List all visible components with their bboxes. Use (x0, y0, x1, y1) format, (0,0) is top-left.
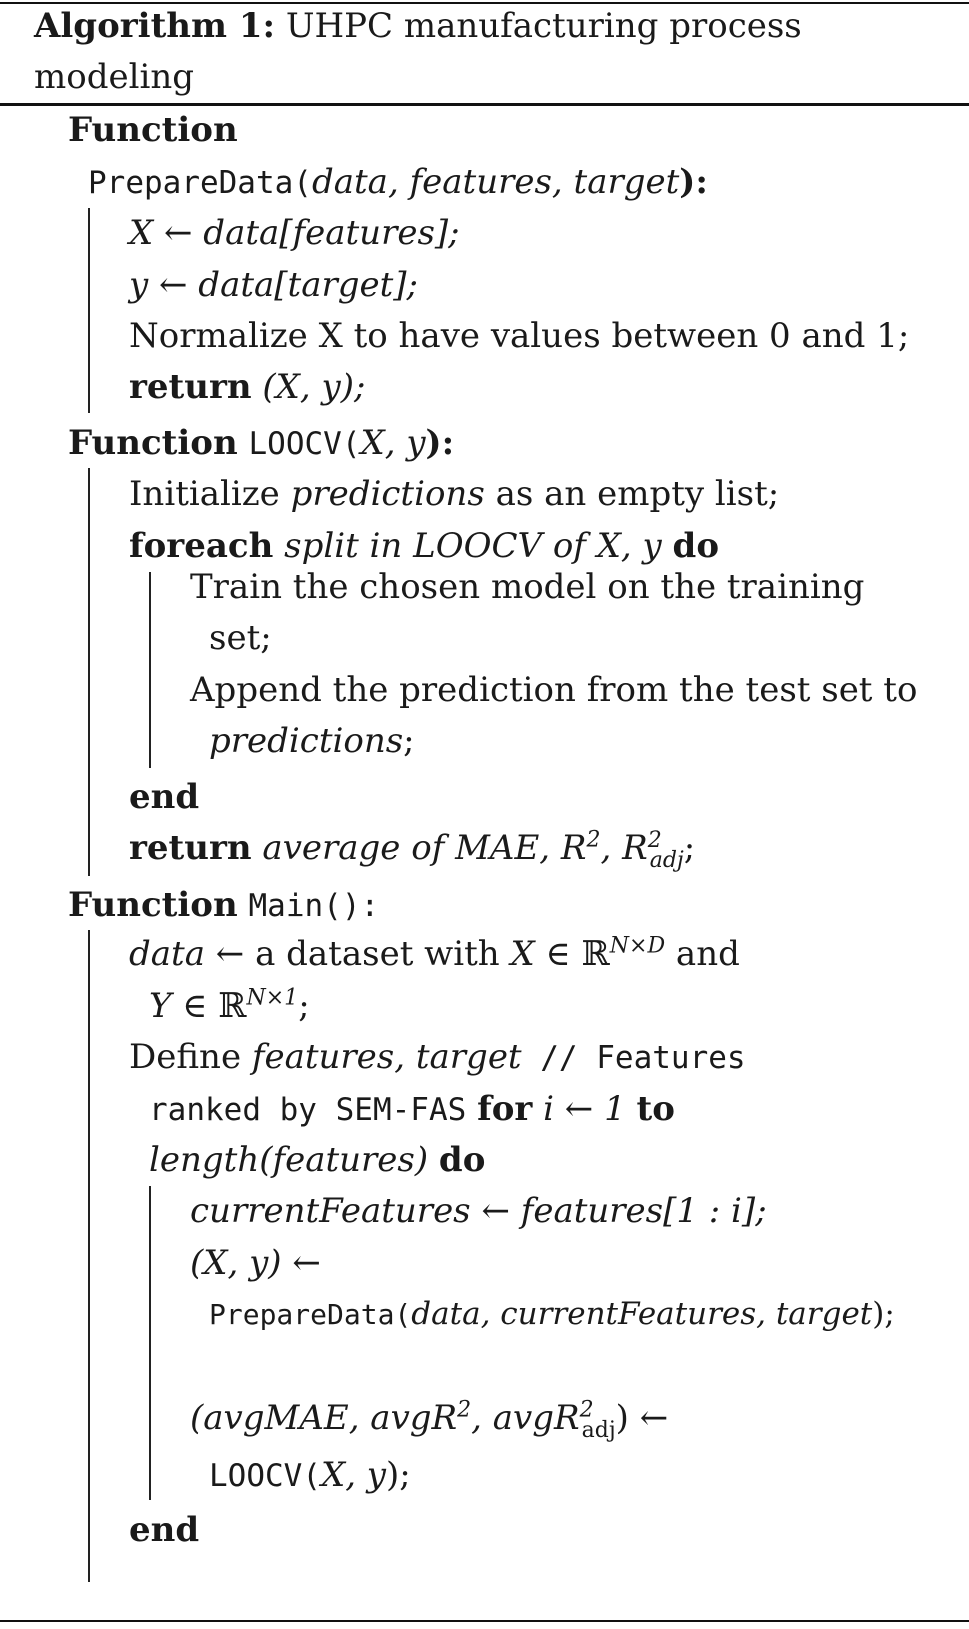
algo-line: y ← data[target]; (129, 265, 418, 305)
algo-line: Append the prediction from the test set to (190, 670, 918, 710)
block-bar (88, 208, 90, 413)
algo-line: length(features) do (149, 1140, 486, 1180)
caption-rule (0, 103, 969, 106)
algorithm-title: UHPC manufacturing process (285, 6, 802, 46)
algo-line: currentFeatures ← features[1 : i]; (190, 1191, 767, 1231)
loocv-signature: Function LOOCV(X, y): (68, 423, 455, 463)
algo-line: return (X, y); (129, 367, 366, 407)
algo-line: Y ∈ ℝ$^{N\times 1}$; (149, 985, 310, 1026)
algo-line: LOOCV(X, y); (209, 1455, 411, 1495)
algorithm-label: Algorithm 1: (34, 6, 276, 46)
block-bar (88, 468, 90, 876)
algorithm-caption (34, 6, 802, 46)
algo-line: Initialize predictions as an empty list; (129, 474, 780, 514)
preparedata-signature: PrepareData(data, features, target): (88, 162, 708, 202)
algo-line: (X, y) ← (190, 1243, 321, 1283)
algo-line: ranked by SEM-FAS for i ← 1 to (149, 1089, 675, 1129)
block-bar (149, 1186, 151, 1500)
algo-line: data ← a dataset with X ∈ ℝ$^{N\times D}$ and (129, 933, 740, 974)
algo-line: return average of MAE, $R^2$, $R^2_{adj}$; (129, 827, 696, 873)
block-bar (88, 930, 90, 1582)
main-signature: Function Main(): (68, 885, 380, 925)
algo-line: foreach split in LOOCV of X, y do (129, 526, 719, 566)
algo-line: Train the chosen model on the training (190, 567, 865, 607)
algo-line: Normalize X to have values between 0 and 1; (129, 316, 910, 356)
algorithm-caption-cont: modeling (34, 57, 195, 97)
algo-line: X ← data[features]; (129, 213, 460, 253)
end-keyword: end (129, 1510, 200, 1550)
block-bar (149, 572, 151, 768)
algo-line: predictions; (209, 721, 415, 761)
function-keyword: Function (68, 110, 238, 150)
algo-line: PrepareData(data, currentFeatures, target); (209, 1296, 895, 1332)
algo-line: set; (209, 618, 272, 658)
top-rule (0, 2, 969, 4)
algo-line: (avgMAE, avgR$^2$, avgR$^2_{adj}$) ← (190, 1397, 669, 1443)
bottom-rule (0, 1620, 969, 1622)
algo-line: Define features, target // Features (129, 1037, 746, 1077)
end-keyword: end (129, 777, 200, 817)
